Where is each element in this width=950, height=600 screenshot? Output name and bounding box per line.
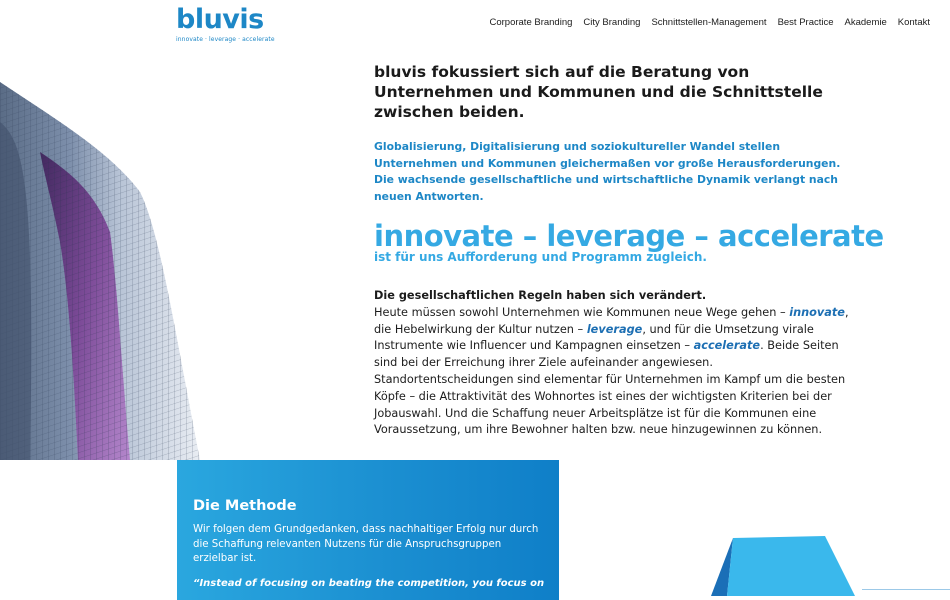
intro-heading: bluvis fokussiert sich auf die Beratung von Unternehmen und Kommunen und die Schnittstelle zwischen beiden. [374,63,823,121]
nav-item-kontakt[interactable]: Kontakt [897,17,930,28]
nav-item-corporate-branding[interactable]: Corporate Branding [489,17,573,28]
slogan-subtitle: ist für uns Aufforderung und Programm zugleich. [374,250,707,264]
divider-line [862,589,950,590]
keyword-innovate: innovate [789,305,845,319]
method-title: Die Methode [193,498,297,514]
intro-section [374,62,884,439]
main-nav [489,17,930,28]
body-text-part: Heute müssen sowohl Unternehmen wie Kommunen neue Wege gehen – [374,305,790,319]
brand-logo[interactable] [176,4,275,46]
building-image [0,82,205,460]
method-panel [177,460,559,600]
method-text: Wir folgen dem Grundgedanken, dass nachhaltiger Erfolg nur durch die Schaffung relevanten Nutzens für die Anspruchsgruppen erzielbar ist. [193,524,539,564]
method-quote: “Instead of focusing on beating the competition, you focus on [193,578,545,589]
body-title: Die gesellschaftlichen Regeln haben sich verändert. [374,289,707,302]
logo-tagline: innovate · leverage · accelerate [176,36,275,43]
nav-item-city-branding[interactable]: City Branding [583,17,641,28]
nav-item-schnittstellen-management[interactable]: Schnittstellen-Management [651,17,767,28]
nav-item-best-practice[interactable]: Best Practice [777,17,834,28]
nav-item-akademie[interactable]: Akademie [844,17,887,28]
body-text-part: , und für die Umsetzung virale Instrumente wie Influencer und Kampagnen einsetzen – [374,322,814,353]
body-text-part: , die Hebelwirkung der Kultur nutzen – [374,305,849,336]
body-text-part: . Beide Seiten sind bei der Erreichung ihrer Ziele aufeinander angewiesen. Standortentscheidungen sind elementar für Unternehmen im Kampf um die besten Köpfe – die Attraktivität des Wohnortes ist eines der wichtigsten Kriterien bei der Jobauswahl. Und die Schaffung neuer Arbeitsplätze ist für die Kommunen eine Voraussetzung, um ihre Bewohner halten bzw. neue hinzugewinnen zu können. [374,339,846,437]
keyword-leverage: leverage [586,322,643,336]
tent-graphic [705,536,860,596]
intro-lead: Globalisierung, Digitalisierung und soziokultureller Wandel stellen Unternehmen und Kommunen gleichermaßen vor große Herausforderungen. Die wachsende gesellschaftliche und wirtschaftliche Dynamik verlangt nach neuen Antworten. [374,140,841,203]
logo-wordmark: bluvis [176,4,264,35]
intro-body [374,288,854,439]
slogan: innovate – leverage – accelerate [374,219,884,253]
keyword-accelerate: accelerate [693,339,761,353]
